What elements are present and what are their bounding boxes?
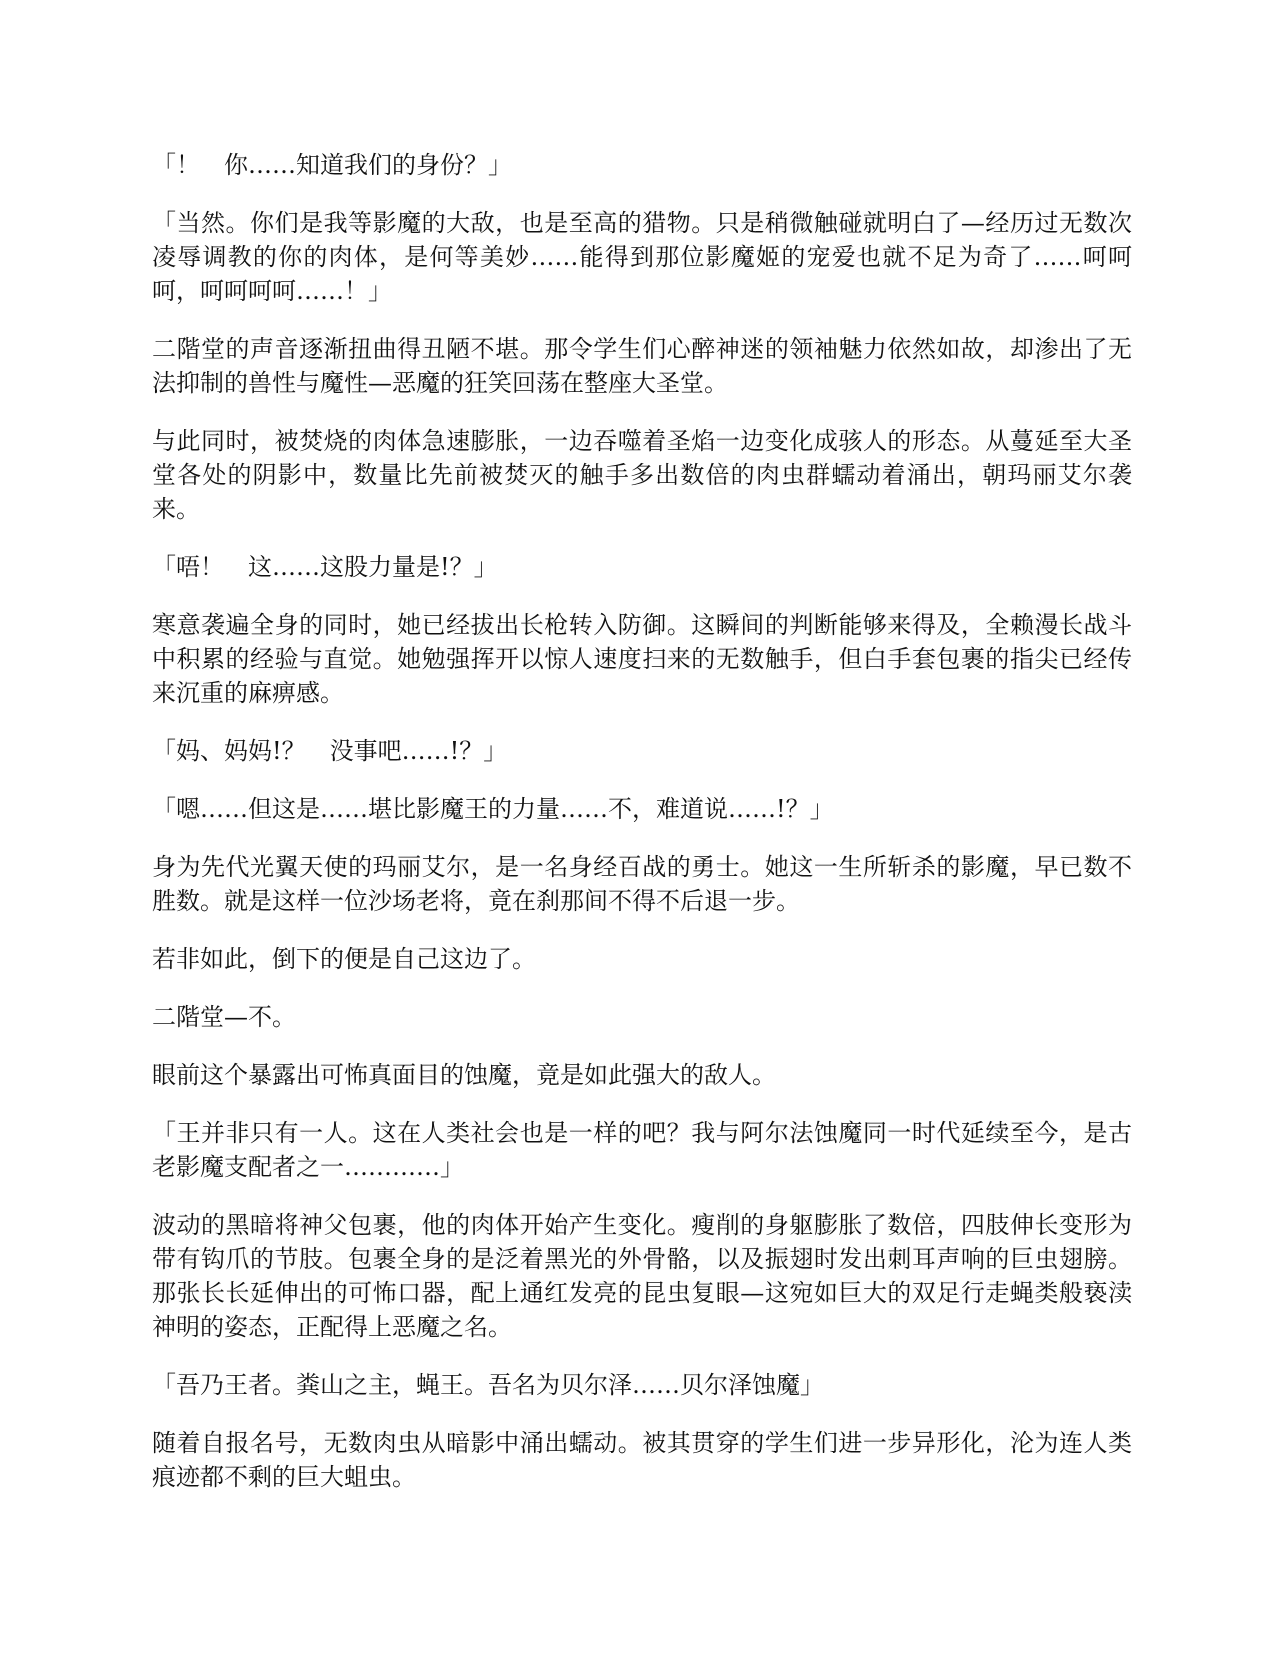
paragraph-9: 身为先代光翼天使的玛丽艾尔，是一名身经百战的勇士。她这一生所斩杀的影魔，早已数不胜数。就是这样一位沙场老将，竟在刹那间不得不后退一步。: [152, 853, 1132, 915]
document-page: [152, 148, 1132, 1518]
paragraph-11: 二階堂—不。: [152, 1003, 296, 1031]
paragraph-3: 二階堂的声音逐渐扭曲得丑陋不堪。那令学生们心醉神迷的领袖魅力依然如故，却渗出了无法抑制的兽性与魔性—恶魔的狂笑回荡在整座大圣堂。: [152, 335, 1132, 397]
paragraph-16: 随着自报名号，无数肉虫从暗影中涌出蠕动。被其贯穿的学生们进一步异形化，沦为连人类痕迹都不剩的巨大蛆虫。: [152, 1429, 1132, 1491]
paragraph-14: 波动的黑暗将神父包裹，他的肉体开始产生变化。瘦削的身躯膨胀了数倍，四肢伸长变形为带有钩爪的节肢。包裹全身的是泛着黑光的外骨骼，以及振翅时发出刺耳声响的巨虫翅膀。那张长长延伸出的可怖口器，配上通红发亮的昆虫复眼—这宛如巨大的双足行走蝇类般亵渎神明的姿态，正配得上恶魔之名。: [152, 1211, 1132, 1341]
paragraph-6: 寒意袭遍全身的同时，她已经拔出长枪转入防御。这瞬间的判断能够来得及，全赖漫长战斗中积累的经验与直觉。她勉强挥开以惊人速度扫来的无数触手，但白手套包裹的指尖已经传来沉重的麻痹感。: [152, 611, 1132, 707]
paragraph-7: 「妈、妈妈!？ 没事吧……!？」: [152, 737, 508, 765]
paragraph-1: 「！ 你……知道我们的身份？」: [152, 151, 512, 179]
paragraph-8: 「嗯……但这是……堪比影魔王的力量……不，难道说……!？」: [152, 795, 834, 823]
paragraph-13: 「王并非只有一人。这在人类社会也是一样的吧？我与阿尔法蚀魔同一时代延续至今，是古老影魔支配者之一…………」: [152, 1119, 1132, 1181]
paragraph-5: 「唔！ 这……这股力量是!？」: [152, 553, 498, 581]
paragraph-10: 若非如此，倒下的便是自己这边了。: [152, 945, 536, 973]
paragraph-15: 「吾乃王者。粪山之主，蝇王。吾名为贝尔泽……贝尔泽蚀魔」: [152, 1371, 824, 1399]
paragraph-12: 眼前这个暴露出可怖真面目的蚀魔，竟是如此强大的敌人。: [152, 1061, 776, 1089]
paragraph-4: 与此同时，被焚烧的肉体急速膨胀，一边吞噬着圣焰一边变化成骇人的形态。从蔓延至大圣堂各处的阴影中，数量比先前被焚灭的触手多出数倍的肉虫群蠕动着涌出，朝玛丽艾尔袭来。: [152, 427, 1132, 523]
paragraph-2: 「当然。你们是我等影魔的大敌，也是至高的猎物。只是稍微触碰就明白了—经历过无数次凌辱调教的你的肉体，是何等美妙……能得到那位影魔姬的宠爱也就不足为奇了……呵呵呵，呵呵呵呵……！」: [152, 209, 1132, 305]
